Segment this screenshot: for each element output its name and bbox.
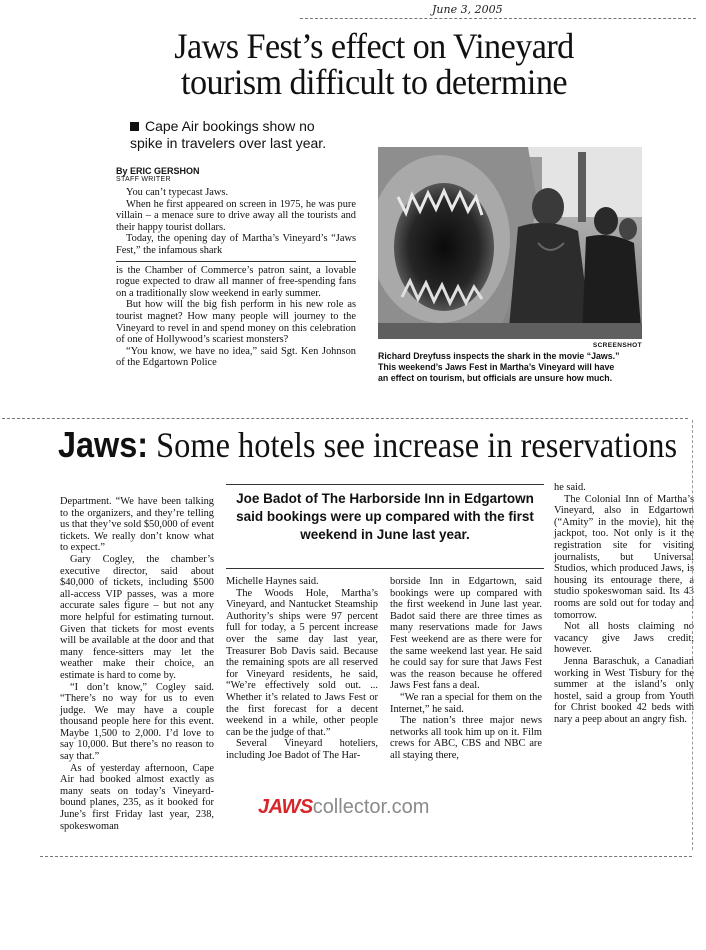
headline-line-1: Jaws Fest’s effect on Vineyard (174, 26, 574, 66)
pull-quote-text: Joe Badot of The Harborside Inn in Edgartown said bookings were up compared with the first weekend in June last year. (236, 491, 534, 542)
caption-line-3: an effect on tourism, but officials are unsure how much. (378, 373, 613, 383)
paragraph: Several Vineyard hoteliers, including Joe Badot of The Har- (226, 738, 378, 761)
paragraph: “We ran a special for them on the Internet,” he said. (390, 691, 542, 715)
paragraph: Gary Cogley, the chamber’s executive director, said about $40,000 of tickets, including $500 all-access VIP passes, was a more accurate sales figure – but not any more helpful for estimating turnout. Given that tickets for most events will be available at the door and that many fence-sitters may let the weather make their choice, an estimate is hard to come by. (60, 553, 214, 681)
jump-column-2 (226, 576, 378, 762)
paragraph: As of yesterday afternoon, Cape Air had booked almost exactly as many seats on today’s Vineyard-bound planes, 235, as it booked for June’s first Friday last year, 238, spokeswoman (60, 762, 214, 832)
paragraph: The Woods Hole, Martha’s Vineyard, and Nantucket Steamship Authority’s ships were 97 percent full for today, a 5 percent increase over the same day last year, Treasurer Bob Davis said. Because the remaining spots are all reserved for Vineyard residents, he said, “We’re effectively sold out. ... Whether it’s related to Jaws Fest or the first forecast for a decent weekend in a while, other people can be the judge of that.” (226, 587, 378, 738)
watermark-part-1: JAWS (258, 796, 313, 818)
photo-caption (378, 351, 678, 384)
deck-line-1: Cape Air bookings show no (145, 118, 315, 134)
byline-block (116, 166, 266, 184)
paragraph: You can’t typecast Jaws. (126, 187, 229, 198)
watermark (258, 796, 429, 819)
jump-headline-keyword: Jaws: (58, 424, 149, 465)
jump-headline (58, 426, 677, 464)
right-edge-rule (692, 420, 693, 850)
paragraph: “I don’t know,” Cogley said. “There’s no way for us to even judge. We may have a couple thousand people here for this event. Maybe 1,500 to 2,000. I’d love to say 10,000. But there’s no reason to say that.” (60, 681, 214, 763)
pull-quote-rule-top (226, 484, 544, 485)
paragraph: Jenna Baraschuk, a Canadian working in West Tisbury for the summer at the island’s only hostel, said a group from Youth for Christ booked 42 beds with nary a peep about an angry fish. (554, 655, 694, 725)
caption-line-2: This weekend’s Jaws Fest in Martha’s Vineyard will have (378, 362, 615, 372)
paragraph: Michelle Haynes said. (226, 576, 319, 587)
top-headline (118, 28, 630, 100)
top-rule (300, 18, 696, 19)
paragraph: Today, the opening day of Martha’s Vineyard’s “Jaws Fest,” the infamous shark (116, 233, 356, 261)
paragraph: borside Inn in Edgartown, said bookings were up compared with the first weekend in June last year. Badot said there are three times as many reservations made for Jaws Fest weekend are as there were for the same weekend last year. He said he could say for sure that Jaws Fest was the reason because he offered Jaws Fest fans a deal. (390, 576, 542, 692)
section-divider (2, 418, 688, 419)
caption-line-1: Richard Dreyfuss inspects the shark in the movie “Jaws.” (378, 351, 620, 361)
paragraph: he said. (554, 482, 586, 493)
jump-column-3 (390, 576, 542, 762)
paragraph: Not all hosts claiming no vacancy give Jaws credit, however. (554, 621, 694, 656)
jump-column-4 (554, 482, 694, 725)
shark-photo (378, 147, 642, 339)
paragraph: When he first appeared on screen in 1975, he was pure villain – a menace sure to drive away all the tourists and their happy tourist dollars. (116, 198, 356, 233)
deck-line-2: spike in travelers over last year. (130, 135, 327, 151)
photo-credit: SCREENSHOT (592, 342, 642, 349)
jump-column-1 (60, 496, 214, 832)
top-story-body (116, 187, 356, 369)
paragraph: The Colonial Inn of Martha’s Vineyard, also in Edgartown (“Amity” in the movie), hit the jackpot, too. Not only is it the registration site for visiting journalists, but Universal Studios, which produced Jaws, is housing its entourage there, a studio spokeswoman said. Its 43 rooms are sold out for today and tomorrow. (554, 493, 694, 621)
handwritten-date: June 3, 2005 (432, 3, 503, 16)
watermark-part-2: collector.com (312, 796, 430, 818)
headline-line-2: tourism difficult to determine (181, 62, 567, 102)
paragraph: Department. “We have been talking to the organizers, and they’re telling us that they’ve sold $50,000 of event tickets. We really don’t know what to expect.” (60, 496, 214, 554)
deck-bullet-icon (130, 122, 139, 131)
shark-photo-illustration (378, 147, 642, 339)
bottom-rule (40, 856, 692, 857)
pull-quote (226, 484, 544, 544)
byline: By ERIC GERSHON (116, 166, 200, 176)
paragraph: “You know, we have no idea,” said Sgt. Ken Johnson of the Edgartown Police (116, 345, 356, 369)
pull-quote-rule-bottom (226, 568, 544, 569)
staff-writer: STAFF WRITER (116, 176, 171, 183)
deck (130, 118, 370, 152)
paragraph: But how will the big fish perform in his new role as tourist magnet? How many people will journey to the Vineyard to revel in and spend money on this celebration of one of Hollywood’s scariest monsters? (116, 299, 356, 346)
paragraph: The nation’s three major news networks all took him up on it. Film crews for ABC, CBS and NBC are all staying there, (390, 715, 542, 761)
jump-headline-rest: Some hotels see increase in reservations (156, 425, 678, 465)
paragraph: is the Chamber of Commerce’s patron saint, a lovable rogue expected to draw all manner of free-spending fans on a traditionally slow weekend in early summer. (116, 264, 356, 299)
